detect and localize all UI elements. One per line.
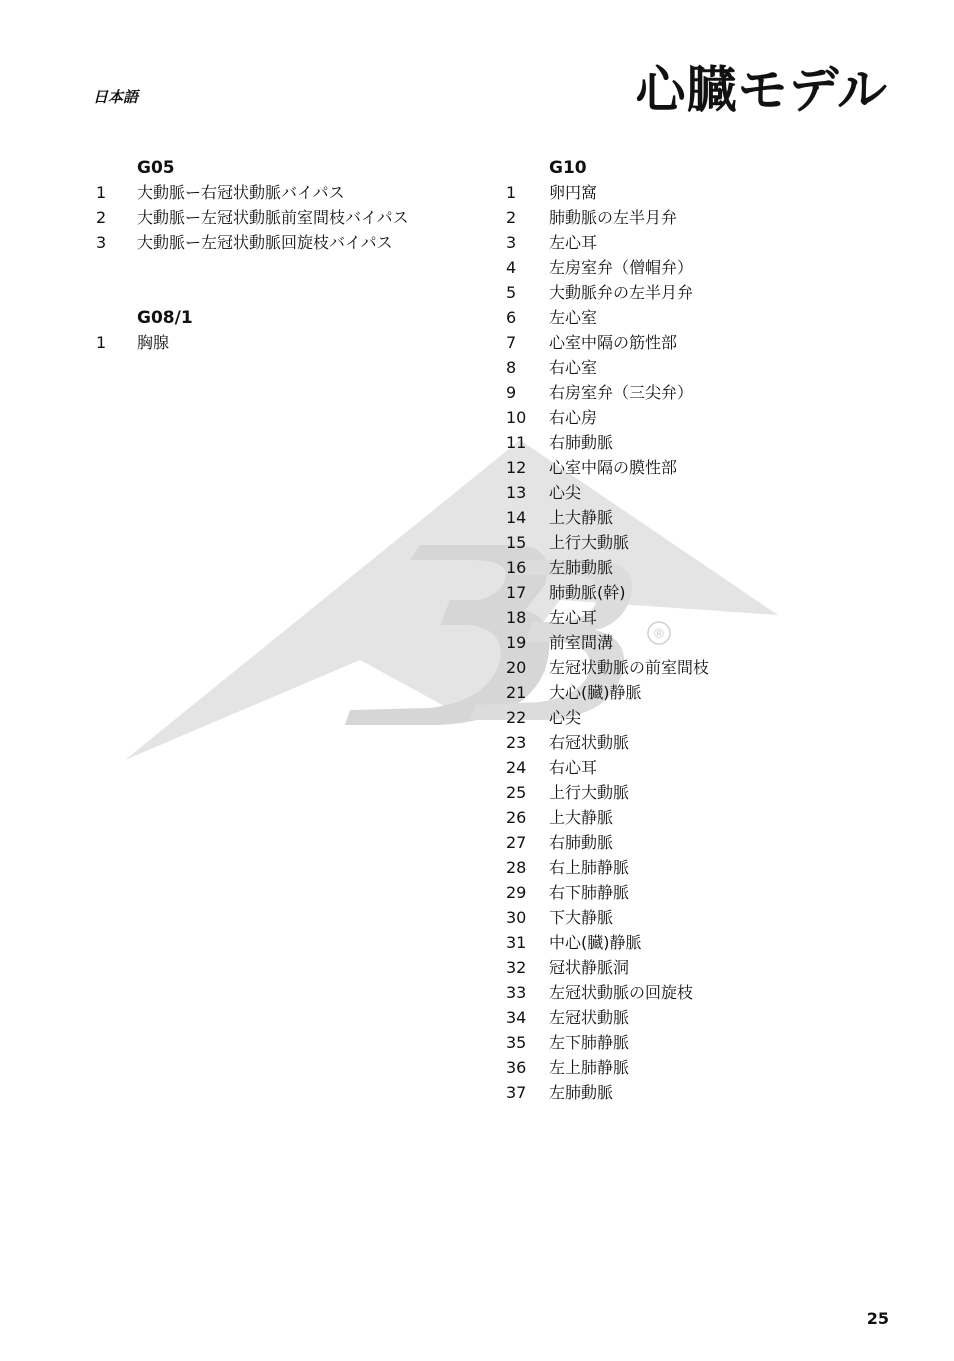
item-number: 23 [506,733,527,752]
item-number: 33 [506,983,527,1002]
item-number: 3 [96,233,107,252]
section-heading: G05 [137,158,175,178]
item-number: 5 [506,283,517,302]
item-number: 12 [506,458,527,477]
item-label: 左下肺静脈 [549,1033,630,1052]
item-label: 前室間溝 [549,633,614,652]
item-number: 3 [506,233,517,252]
item-number: 8 [506,358,517,377]
item-label: 左冠状動脈の前室間枝 [549,658,710,677]
item-number: 29 [506,883,527,902]
item-label: 上大静脈 [549,508,614,527]
item-number: 31 [506,933,527,952]
item-label: 大動脈弁の左半月弁 [549,283,694,302]
section-g10 [506,158,886,1118]
item-label: 右心室 [549,358,598,377]
item-number: 16 [506,558,527,577]
item-number: 11 [506,433,527,452]
item-label: 右冠状動脈 [549,733,630,752]
item-number: 37 [506,1083,527,1102]
item-label: 冠状静脈洞 [549,958,630,977]
item-number: 7 [506,333,517,352]
item-number: 17 [506,583,527,602]
item-number: 1 [96,333,107,352]
item-number: 2 [96,208,107,227]
item-label: 大心(臓)静脈 [549,683,642,702]
item-label: 上行大動脈 [549,533,630,552]
item-number: 32 [506,958,527,977]
item-label: 肺動脈(幹) [549,583,626,602]
item-label: 右肺動脈 [549,433,614,452]
item-label: 肺動脈の左半月弁 [549,208,678,227]
item-label: 大動脈ー左冠状動脈前室間枝バイパス [137,208,409,227]
item-number: 6 [506,308,517,327]
item-label: 心尖 [549,483,582,502]
item-number: 30 [506,908,527,927]
section-g05 [96,158,496,278]
item-number: 26 [506,808,527,827]
page-number: 25 [866,1309,889,1328]
item-label: 右下肺静脈 [549,883,630,902]
item-label: 中心(臓)静脈 [549,933,642,952]
item-number: 36 [506,1058,527,1077]
item-label: 心室中隔の筋性部 [549,333,678,352]
item-number: 19 [506,633,527,652]
item-label: 左冠状動脈 [549,1008,630,1027]
section-g08 [96,308,496,368]
item-label: 大動脈ー左冠状動脈回旋枝バイパス [137,233,393,252]
item-number: 14 [506,508,527,527]
section-heading: G10 [549,158,587,178]
item-label: 右房室弁（三尖弁） [549,383,694,402]
item-number: 28 [506,858,527,877]
item-number: 34 [506,1008,527,1027]
item-label: 左心室 [549,308,598,327]
item-label: 卵円窩 [549,183,598,202]
item-number: 24 [506,758,527,777]
item-number: 13 [506,483,527,502]
item-number: 1 [96,183,107,202]
item-number: 15 [506,533,527,552]
item-number: 2 [506,208,517,227]
item-number: 10 [506,408,527,427]
item-number: 22 [506,708,527,727]
item-number: 35 [506,1033,527,1052]
item-label: 左房室弁（僧帽弁） [549,258,694,277]
item-number: 9 [506,383,517,402]
item-label: 右肺動脈 [549,833,614,852]
item-label: 右心耳 [549,758,598,777]
item-label: 大動脈ー右冠状動脈バイパス [137,183,345,202]
language-label: 日本語 [93,88,139,106]
item-number: 25 [506,783,527,802]
item-label: 胸腺 [137,333,170,352]
item-label: 左心耳 [549,608,598,627]
item-number: 18 [506,608,527,627]
item-label: 上行大動脈 [549,783,630,802]
item-number: 20 [506,658,527,677]
item-label: 上大静脈 [549,808,614,827]
item-number: 1 [506,183,517,202]
item-label: 右心房 [549,408,598,427]
item-label: 右上肺静脈 [549,858,630,877]
item-label: 左上肺静脈 [549,1058,630,1077]
item-label: 左冠状動脈の回旋枝 [549,983,694,1002]
item-number: 21 [506,683,527,702]
registered-mark: ® [652,627,666,642]
item-number: 27 [506,833,527,852]
item-label: 左心耳 [549,233,598,252]
item-label: 左肺動脈 [549,558,614,577]
item-label: 下大静脈 [549,908,614,927]
item-label: 左肺動脈 [549,1083,614,1102]
section-heading: G08/1 [137,308,193,328]
item-label: 心室中隔の膜性部 [549,458,678,477]
page-title: 心臓モデル [635,61,888,119]
item-number: 4 [506,258,517,277]
item-label: 心尖 [549,708,582,727]
